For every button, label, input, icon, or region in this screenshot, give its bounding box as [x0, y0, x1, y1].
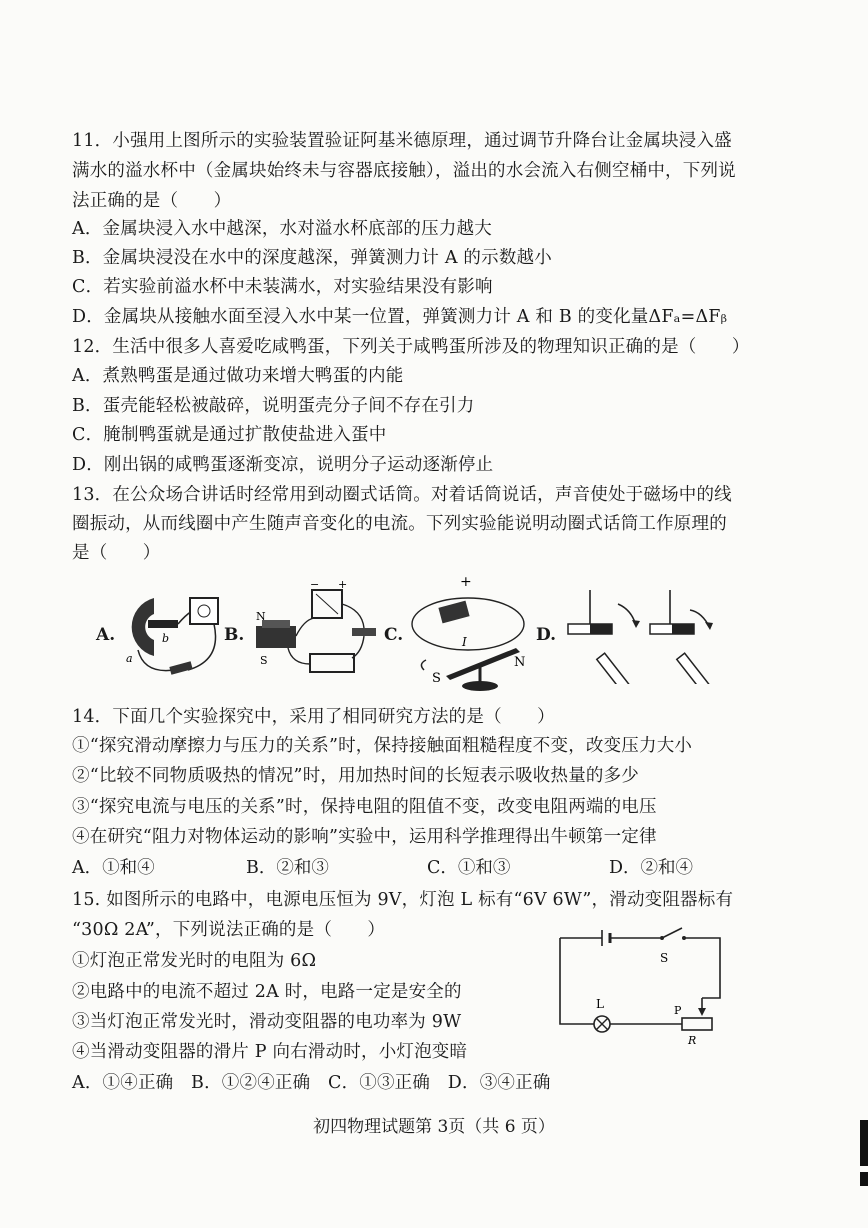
- figure-b-label-minus: −: [310, 580, 320, 591]
- q14-option-c: C．①和③: [427, 858, 511, 878]
- q14-item-1: ①“探究滑动摩擦力与压力的关系”时，保持接触面粗糙程度不变，改变压力大小: [72, 736, 693, 756]
- scan-edge-mark: [860, 1120, 868, 1166]
- q11-option-d: D．金属块从接触水面至浸入水中某一位置，弹簧测力计 A 和 B 的变化量ΔFₐ=ΔFᵦ: [72, 307, 728, 327]
- q13-figure-c: [408, 574, 540, 694]
- q14-item-2: ②“比较不同物质吸热的情况”时，用加热时间的长短表示吸收热量的多少: [72, 766, 639, 786]
- figure-a-label-a: a: [126, 652, 133, 665]
- q11-stem-line-3: 法正确的是（ ）: [72, 191, 232, 211]
- q11-option-b: B．金属块浸没在水中的深度越深，弹簧测力计 A 的示数越小: [72, 248, 552, 268]
- circuit-label-l: L: [596, 997, 604, 1011]
- q14-option-a: A．①和④: [72, 858, 155, 878]
- q13-figure-label-b: B.: [224, 625, 245, 645]
- q13-figure-label-c: C.: [384, 625, 404, 645]
- q12-option-c: C．腌制鸭蛋就是通过扩散使盐进入蛋中: [72, 425, 387, 445]
- q15-stem-line-1: 15. 如图所示的电路中，电源电压恒为 9V，灯泡 L 标有“6V 6W”，滑动变阻器标有: [72, 890, 734, 910]
- scan-edge-mark-small: [860, 1172, 868, 1186]
- q11-stem-line-1: 11．小强用上图所示的实验装置验证阿基米德原理，通过调节升降台让金属块浸入盛: [72, 131, 732, 151]
- circuit-label-p: P: [674, 1004, 682, 1017]
- q12-option-d: D．刚出锅的咸鸭蛋逐渐变凉，说明分子运动逐渐停止: [72, 455, 494, 475]
- q15-circuit-diagram: [552, 924, 732, 1048]
- q13-figure-a: [118, 590, 228, 682]
- figure-c-label-i: I: [462, 635, 467, 649]
- q15-stem-line-2: “30Ω 2A”，下列说法正确的是（ ）: [72, 920, 386, 940]
- q14-stem: 14．下面几个实验探究中，采用了相同研究方法的是（ ）: [72, 707, 555, 727]
- circuit-label-r: R: [688, 1034, 697, 1047]
- q15-item-4: ④当滑动变阻器的滑片 P 向右滑动时，小灯泡变暗: [72, 1042, 468, 1062]
- q15-item-1: ①灯泡正常发光时的电阻为 6Ω: [72, 951, 317, 971]
- q12-stem: 12．生活中很多人喜爱吃咸鸭蛋，下列关于咸鸭蛋所涉及的物理知识正确的是（ ）: [72, 337, 750, 357]
- page-footer: 初四物理试题第 3页（共 6 页）: [313, 1117, 555, 1137]
- figure-b-label-plus: +: [338, 580, 348, 591]
- figure-c-label-n: N: [514, 655, 526, 670]
- q11-stem-line-2: 满水的溢水杯中（金属块始终未与容器底接触），溢出的水会流入右侧空桶中，下列说: [72, 161, 736, 181]
- circuit-label-s: S: [660, 951, 669, 965]
- q14-item-3: ③“探究电流与电压的关系”时，保持电阻的阻值不变，改变电阻两端的电压: [72, 797, 657, 817]
- q15-item-3: ③当灯泡正常发光时，滑动变阻器的电功率为 9W: [72, 1012, 462, 1032]
- q13-figure-label-d: D.: [536, 625, 557, 645]
- q13-figure-b: [252, 580, 384, 680]
- q12-option-b: B．蛋壳能轻松被敲碎，说明蛋壳分子间不存在引力: [72, 396, 475, 416]
- figure-c-label-plus: +: [460, 574, 472, 590]
- figure-c-label-s: S: [432, 671, 441, 686]
- q13-figure-d: [562, 588, 722, 684]
- q15-options: A．①④正确 B．①②④正确 C．①③正确 D．③④正确: [72, 1073, 551, 1093]
- q11-option-a: A．金属块浸入水中越深，水对溢水杯底部的压力越大: [72, 219, 492, 239]
- figure-b-label-n: N: [256, 610, 266, 623]
- q13-figure-label-a: A.: [96, 625, 116, 645]
- q15-item-2: ②电路中的电流不超过 2A 时，电路一定是安全的: [72, 982, 462, 1002]
- figure-a-label-b: b: [162, 632, 170, 645]
- q12-option-a: A．煮熟鸭蛋是通过做功来增大鸭蛋的内能: [72, 366, 404, 386]
- q13-stem-line-2: 圈振动，从而线圈中产生随声音变化的电流。下列实验能说明动圈式话筒工作原理的: [72, 514, 727, 534]
- q13-stem-line-1: 13．在公众场合讲话时经常用到动圈式话筒。对着话筒说话，声音使处于磁场中的线: [72, 485, 732, 505]
- q14-option-b: B．②和③: [246, 858, 329, 878]
- q14-option-d: D．②和④: [609, 858, 694, 878]
- q11-option-c: C．若实验前溢水杯中未装满水，对实验结果没有影响: [72, 277, 493, 297]
- figure-b-label-s: S: [260, 654, 268, 667]
- q13-stem-line-3: 是（ ）: [72, 543, 161, 563]
- q14-item-4: ④在研究“阻力对物体运动的影响”实验中，运用科学推理得出牛顿第一定律: [72, 827, 657, 847]
